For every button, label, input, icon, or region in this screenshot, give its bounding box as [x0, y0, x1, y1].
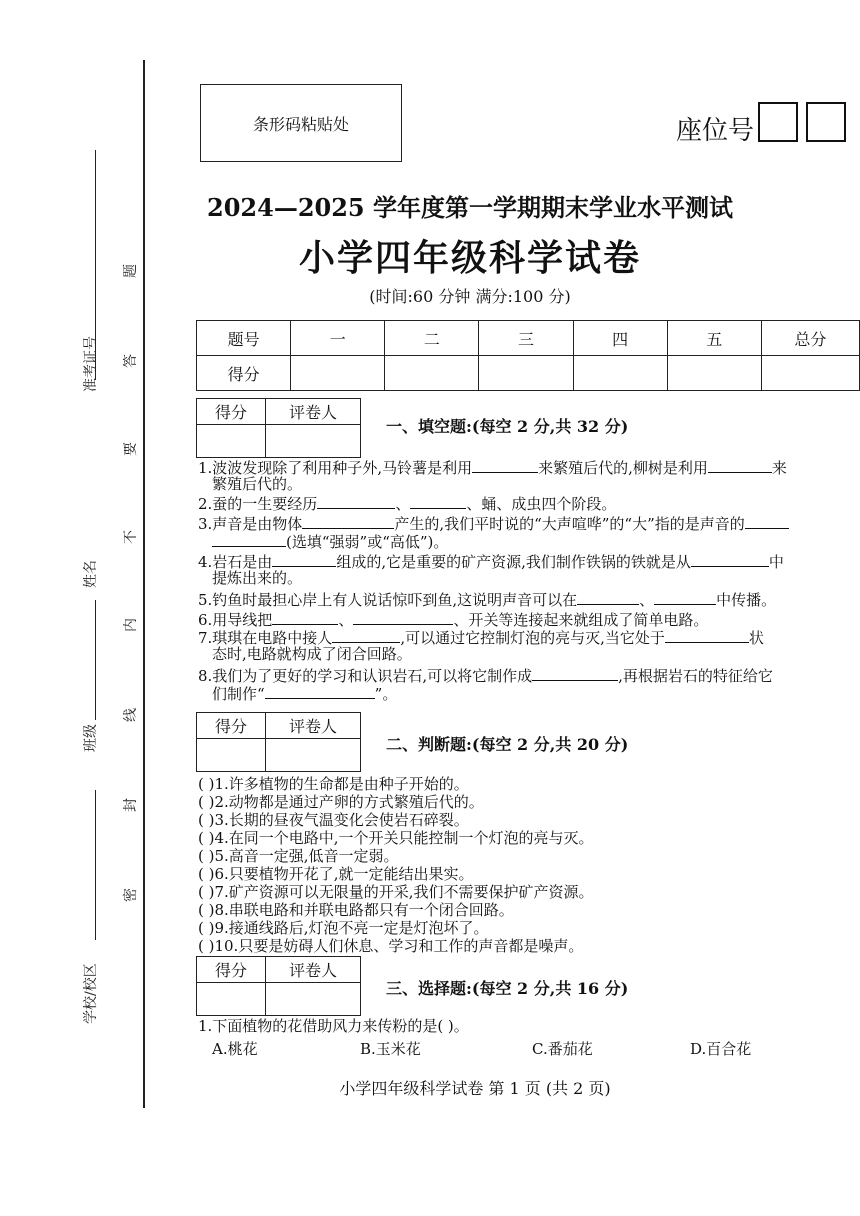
grader-box: [196, 956, 361, 1016]
answer-blank[interactable]: [532, 666, 618, 681]
page-footer: 小学四年级科学试卷 第 1 页 (共 2 页): [339, 1079, 611, 1098]
grader-score-cell[interactable]: [197, 983, 266, 1016]
grader-score-label: 得分: [197, 399, 266, 425]
question-text: 中: [768, 553, 784, 571]
question: [198, 628, 764, 646]
list-item: ( )7.矿产资源可以无限量的开采,我们不需要保护矿产资源。: [198, 883, 594, 901]
list-item: ( )2.动物都是通过产卵的方式繁殖后代的。: [198, 793, 484, 811]
question-text: 、: [395, 495, 411, 513]
question-text: 状: [748, 629, 764, 647]
section-title: 一、填空题:(每空 2 分,共 32 分): [386, 417, 629, 436]
table-cell: 一: [291, 321, 385, 356]
answer-blank[interactable]: [654, 590, 716, 605]
answer-blank[interactable]: [265, 684, 375, 699]
question: 态时,电路就构成了闭合回路。: [212, 645, 412, 663]
grader-reviewer-label: 评卷人: [266, 399, 361, 425]
seal-char: 答: [123, 354, 139, 368]
grader-reviewer-label: 评卷人: [266, 713, 361, 739]
grader-reviewer-cell[interactable]: [266, 739, 361, 772]
table-cell: 总分: [761, 321, 859, 356]
barcode-area: [200, 84, 402, 162]
table-cell[interactable]: [667, 356, 761, 391]
question: [198, 666, 773, 684]
table-cell[interactable]: [761, 356, 859, 391]
answer-blank[interactable]: [745, 514, 789, 529]
question-text: 、蛹、成虫四个阶段。: [466, 495, 617, 513]
exam-info: (时间:60 分钟 满分:100 分): [369, 287, 571, 306]
seat-box[interactable]: [806, 102, 846, 142]
question-text: (选填“强弱”或“高低”)。: [286, 533, 449, 551]
question: 提炼出来的。: [212, 569, 303, 587]
name-label: 姓名: [83, 560, 99, 588]
list-item: ( )6.只要植物开花了,就一定能结出果实。: [198, 865, 474, 883]
question-text: 2.蚕的一生要经历: [198, 495, 318, 513]
table-cell: 题号: [197, 321, 291, 356]
question: [198, 610, 708, 628]
answer-blank[interactable]: [665, 628, 749, 643]
score-table: [196, 320, 860, 391]
barcode-label: 条形码粘贴处: [252, 114, 349, 134]
table-cell: 三: [479, 321, 573, 356]
class-line: [95, 600, 96, 720]
seal-char: 要: [123, 442, 139, 456]
seal-char: 内: [123, 618, 139, 632]
question: [212, 684, 397, 702]
question-text: 中传播。: [716, 591, 777, 609]
question-text: 们制作“: [212, 685, 265, 703]
question: [198, 494, 616, 512]
grader-box: [196, 712, 361, 772]
answer-blank[interactable]: [577, 590, 639, 605]
question-text: 来: [771, 459, 787, 477]
seal-char: 密: [123, 888, 139, 902]
grader-reviewer-cell[interactable]: [266, 983, 361, 1016]
question-text: 6.用导线把: [198, 611, 273, 629]
question: 繁殖后代的。: [212, 475, 303, 493]
seat-box[interactable]: [758, 102, 798, 142]
answer-blank[interactable]: [332, 628, 400, 643]
list-item: ( )5.高音一定强,低音一定弱。: [198, 847, 399, 865]
option-d[interactable]: D.百合花: [690, 1040, 752, 1058]
question-text: ,再根据岩石的特征给它: [618, 667, 773, 685]
name-line: [95, 790, 96, 940]
question-text: 组成的,它是重要的矿产资源,我们制作铁锅的铁就是从: [336, 553, 691, 571]
option-c[interactable]: C.番茄花: [532, 1040, 593, 1058]
exam-title: 2024—2025 学年度第一学期期末学业水平测试: [207, 193, 733, 222]
answer-blank[interactable]: [472, 458, 538, 473]
table-cell[interactable]: [385, 356, 479, 391]
paper-title: 小学四年级科学试卷: [298, 237, 641, 279]
section-title: 三、选择题:(每空 2 分,共 16 分): [386, 979, 629, 998]
table-cell: 四: [573, 321, 667, 356]
question-text: ,可以通过它控制灯泡的亮与灭,当它处于: [400, 629, 665, 647]
question: [198, 590, 776, 608]
question-text: 4.岩石是由: [198, 553, 273, 571]
answer-blank[interactable]: [691, 552, 769, 567]
answer-blank[interactable]: [272, 552, 336, 567]
answer-blank[interactable]: [317, 494, 395, 509]
seal-char: 封: [123, 798, 139, 812]
table-cell[interactable]: [291, 356, 385, 391]
question-text: 3.声音是由物体: [198, 515, 303, 533]
admission-label: 准考证号: [83, 336, 99, 392]
table-cell: 二: [385, 321, 479, 356]
grader-box: [196, 398, 361, 458]
list-item: ( )3.长期的昼夜气温变化会使岩石碎裂。: [198, 811, 469, 829]
question: 1.下面植物的花借助风力来传粉的是( )。: [198, 1017, 469, 1035]
question: [212, 532, 448, 550]
grader-reviewer-label: 评卷人: [266, 957, 361, 983]
seal-char: 不: [123, 530, 139, 544]
seal-char: 题: [123, 264, 139, 278]
grader-score-label: 得分: [197, 713, 266, 739]
grader-reviewer-cell[interactable]: [266, 425, 361, 458]
question-text: 8.我们为了更好的学习和认识岩石,可以将它制作成: [198, 667, 533, 685]
question-text: 、开关等连接起来就组成了简单电路。: [453, 611, 709, 629]
option-b[interactable]: B.玉米花: [360, 1040, 421, 1058]
answer-blank[interactable]: [353, 610, 453, 625]
question-text: 1.波波发现除了利用种子外,马铃薯是利用: [198, 459, 473, 477]
table-cell: 五: [667, 321, 761, 356]
grader-score-cell[interactable]: [197, 739, 266, 772]
question-text: ”。: [374, 685, 398, 703]
section-title: 二、判断题:(每空 2 分,共 20 分): [386, 735, 629, 754]
table-row: [197, 356, 860, 391]
question: [198, 514, 789, 532]
answer-blank[interactable]: [410, 494, 466, 509]
question-text: 、: [338, 611, 354, 629]
table-cell: 得分: [197, 356, 291, 391]
school-label: 学校/校区: [83, 963, 99, 1024]
list-item: ( )1.许多植物的生命都是由种子开始的。: [198, 775, 469, 793]
question: [198, 458, 787, 476]
table-cell[interactable]: [573, 356, 667, 391]
list-item: ( )9.接通线路后,灯泡不亮一定是灯泡坏了。: [198, 919, 489, 937]
question-text: 、: [639, 591, 655, 609]
seal-char: 线: [123, 708, 139, 722]
table-cell[interactable]: [479, 356, 573, 391]
class-label: 班级: [83, 724, 99, 752]
grader-score-cell[interactable]: [197, 425, 266, 458]
table-row: [197, 321, 860, 356]
question-text: 来繁殖后代的,柳树是利用: [538, 459, 708, 477]
list-item: ( )8.串联电路和并联电路都只有一个闭合回路。: [198, 901, 514, 919]
answer-blank[interactable]: [272, 610, 338, 625]
seat-label: 座位号: [676, 116, 755, 146]
question: [198, 552, 784, 570]
question-text: 产生的,我们平时说的“大声喧哗”的“大”指的是声音的: [394, 515, 745, 533]
option-a[interactable]: A.桃花: [212, 1040, 258, 1058]
question-text: 7.琪琪在电路中接人: [198, 629, 333, 647]
list-item: ( )10.只要是妨碍人们休息、学习和工作的声音都是噪声。: [198, 937, 584, 955]
answer-blank[interactable]: [212, 532, 286, 547]
question-text: 5.钓鱼时最担心岸上有人说话惊吓到鱼,这说明声音可以在: [198, 591, 578, 609]
answer-blank[interactable]: [708, 458, 772, 473]
list-item: ( )4.在同一个电路中,一个开关只能控制一个灯泡的亮与灭。: [198, 829, 594, 847]
answer-blank[interactable]: [302, 514, 394, 529]
grader-score-label: 得分: [197, 957, 266, 983]
